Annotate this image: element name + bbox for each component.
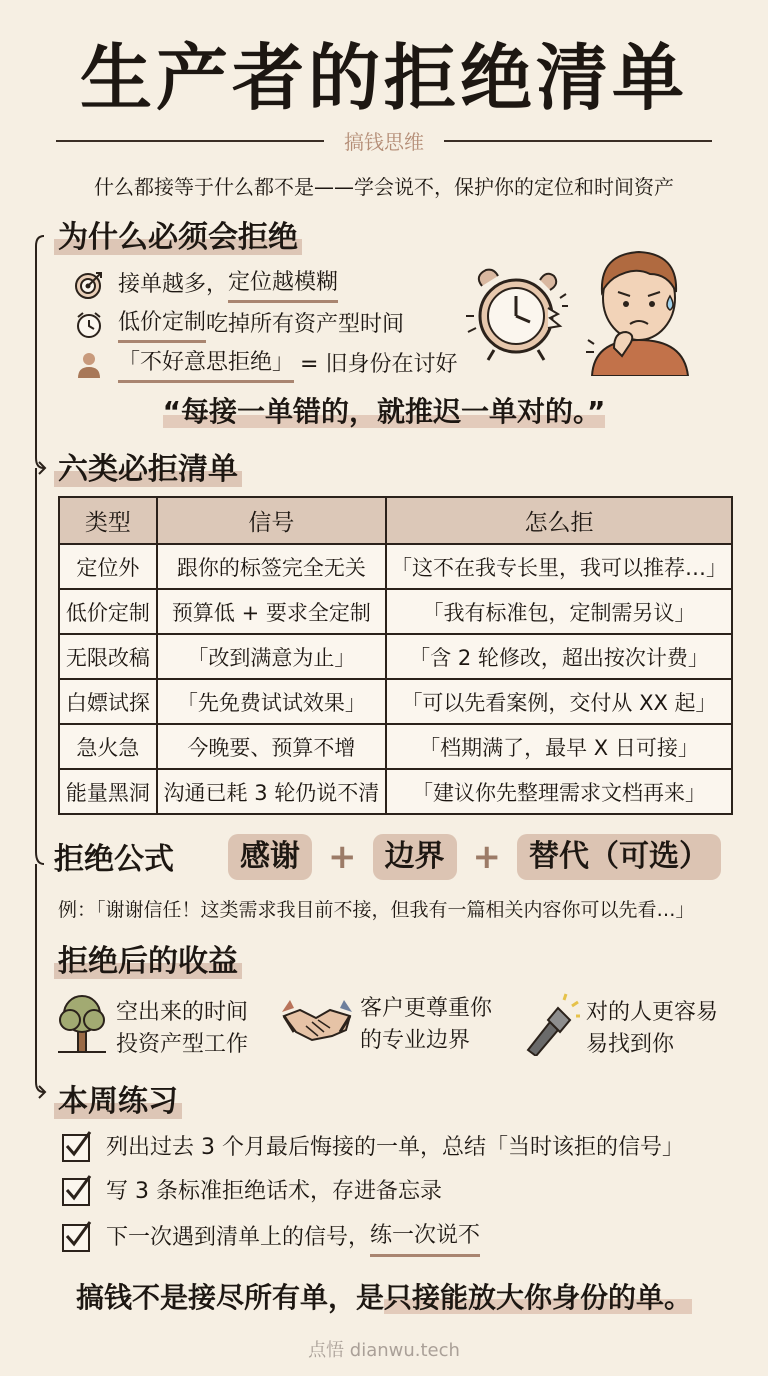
tree-icon — [54, 992, 110, 1066]
benefit-text: 的专业边界 — [360, 1028, 471, 1053]
benefit-text: 易找到你 — [586, 1032, 675, 1057]
practice-emphasis: 练一次说不 — [370, 1218, 480, 1257]
response-cell: 「我有标准包，定制需另议」 — [386, 589, 732, 634]
formula-example: 例：「谢谢信任！这类需求我目前不接，但我有一篇相关内容你可以先看…」 — [58, 899, 695, 921]
checkbox-checked[interactable] — [62, 1178, 90, 1206]
page-title: 生产者的拒绝清单 — [79, 36, 688, 120]
benefit-text: 客户更尊重你 — [360, 996, 493, 1021]
practice-text: 列出过去 3 个月最后悔接的一单，总结「当时该拒的信号」 — [106, 1135, 684, 1160]
column-header-response: 怎么拒 — [386, 497, 732, 544]
alarm-clock-icon — [74, 310, 104, 340]
benefit-item — [54, 992, 248, 1066]
footer-brand: 点悟 dianwu.tech — [308, 1340, 460, 1361]
table-row — [59, 544, 732, 589]
benefit-text: 空出来的时间 — [116, 1000, 249, 1025]
signal-cell: 今晚要、预算不增 — [157, 724, 386, 769]
type-cell: 无限改稿 — [59, 634, 157, 679]
benefit-item — [520, 992, 718, 1066]
page-subtitle: 搞钱思维 — [344, 130, 424, 154]
benefit-item — [282, 992, 492, 1058]
reason-text: 吃掉所有资产型时间 — [206, 311, 405, 337]
person-icon — [74, 350, 104, 380]
section-why-heading: 为什么必须会拒绝 — [54, 218, 302, 258]
practice-text: 写 3 条标准拒绝话术，存进备忘录 — [106, 1179, 442, 1204]
table-row — [59, 589, 732, 634]
reason-item — [74, 306, 404, 343]
type-cell: 白嫖试探 — [59, 679, 157, 724]
table-header-row — [59, 497, 732, 544]
reject-table — [58, 496, 733, 815]
section-formula-heading: 拒绝公式 — [54, 842, 174, 877]
response-cell: 「档期满了，最早 X 日可接」 — [386, 724, 732, 769]
practice-item — [62, 1130, 684, 1166]
signal-cell: 「先免费试试效果」 — [157, 679, 386, 724]
type-cell: 急火急 — [59, 724, 157, 769]
plus-sign: + — [328, 837, 357, 877]
signal-cell: 沟通已耗 3 轮仍说不清 — [157, 769, 386, 814]
type-cell: 能量黑洞 — [59, 769, 157, 814]
formula-part-thanks: 感谢 — [228, 834, 312, 880]
column-header-type: 类型 — [59, 497, 157, 544]
signal-cell: 跟你的标签完全无关 — [157, 544, 386, 589]
formula-row — [228, 834, 721, 880]
handshake-icon — [282, 992, 352, 1058]
table-row — [59, 679, 732, 724]
table-row — [59, 634, 732, 679]
flashlight-icon — [520, 992, 580, 1066]
target-icon — [74, 270, 104, 300]
practice-item — [62, 1218, 480, 1257]
section-practice-heading: 本周练习 — [54, 1082, 182, 1122]
section-six-heading: 六类必拒清单 — [54, 450, 242, 490]
response-cell: 「建议你先整理需求文档再来」 — [386, 769, 732, 814]
column-header-signal: 信号 — [157, 497, 386, 544]
response-cell: 「含 2 轮修改，超出按次计费」 — [386, 634, 732, 679]
section-benefits-heading: 拒绝后的收益 — [54, 942, 242, 982]
reason-item — [74, 346, 457, 383]
practice-item — [62, 1174, 442, 1210]
type-cell: 定位外 — [59, 544, 157, 589]
reason-text: 接单越多， — [118, 271, 229, 297]
signal-cell: 预算低 + 要求全定制 — [157, 589, 386, 634]
reason-text: = 旧身份在讨好 — [300, 351, 458, 377]
reason-emphasis: 「不好意思拒绝」 — [118, 346, 294, 383]
reason-emphasis: 定位越模糊 — [228, 266, 338, 303]
response-cell: 「可以先看案例，交付从 XX 起」 — [386, 679, 732, 724]
reason-item — [74, 266, 338, 303]
key-quote: “每接一单错的，就推迟一单对的。” — [162, 395, 606, 428]
checkbox-checked[interactable] — [62, 1224, 90, 1252]
worried-person-illustration — [584, 240, 694, 376]
practice-text: 下一次遇到清单上的信号， — [106, 1224, 371, 1250]
tagline: 什么都接等于什么都不是——学会说不，保护你的定位和时间资产 — [94, 175, 674, 199]
plus-sign: + — [472, 837, 501, 877]
response-cell: 「这不在我专长里，我可以推荐…」 — [386, 544, 732, 589]
closing-statement: 搞钱不是接尽所有单，是只接能放大你身份的单。 — [75, 1281, 693, 1314]
benefit-text: 对的人更容易 — [586, 1000, 719, 1025]
checkbox-checked[interactable] — [62, 1134, 90, 1162]
table-row — [59, 769, 732, 814]
formula-part-boundary: 边界 — [373, 834, 457, 880]
signal-cell: 「改到满意为止」 — [157, 634, 386, 679]
type-cell: 低价定制 — [59, 589, 157, 634]
benefit-text: 投资产型工作 — [116, 1032, 249, 1057]
formula-part-alternative: 替代（可选） — [517, 834, 721, 880]
broken-clock-illustration — [460, 258, 570, 368]
table-row — [59, 724, 732, 769]
reason-emphasis: 低价定制 — [118, 306, 206, 343]
